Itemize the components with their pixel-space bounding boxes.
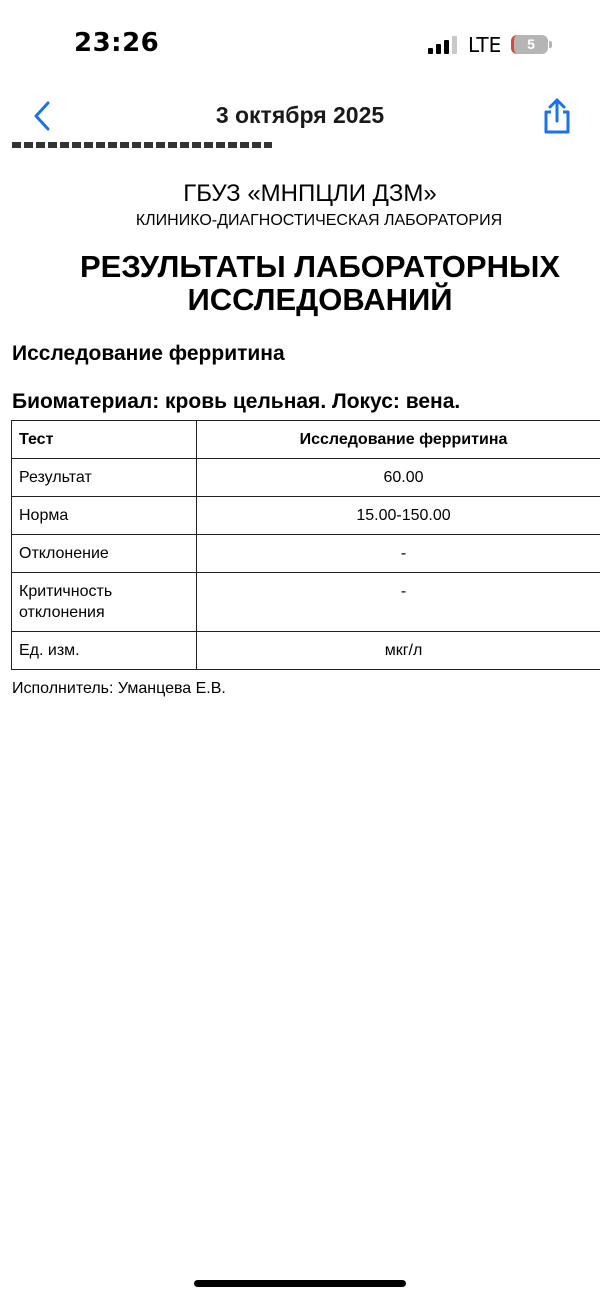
status-bar	[0, 0, 600, 90]
report-title	[40, 250, 600, 316]
header-cell: Исследование ферритина	[197, 421, 600, 459]
row-value: -	[197, 573, 600, 632]
row-label: Критичность отклонения	[12, 573, 197, 632]
status-time: 23:26	[74, 28, 160, 58]
row-label: Отклонение	[12, 535, 197, 573]
executor: Исполнитель: Уманцева Е.В.	[12, 680, 226, 697]
row-label: Норма	[12, 497, 197, 535]
results-table	[11, 420, 600, 670]
battery-tip	[549, 41, 552, 48]
share-button[interactable]	[540, 96, 574, 136]
row-label: Результат	[12, 459, 197, 497]
table-row	[12, 535, 600, 573]
study-name: Исследование ферритина	[12, 342, 285, 365]
table-row	[12, 459, 600, 497]
signal-icon	[428, 36, 457, 54]
lab-report	[0, 150, 600, 698]
table-row	[12, 632, 600, 670]
network-type: LTE	[468, 33, 502, 57]
report-title-line1: РЕЗУЛЬТАТЫ ЛАБОРАТОРНЫХ	[79, 249, 560, 284]
clipped-text-line	[12, 142, 272, 148]
row-value: 60.00	[197, 459, 600, 497]
row-label: Ед. изм.	[12, 632, 197, 670]
row-value: 15.00-150.00	[197, 497, 600, 535]
organization-name: ГБУЗ «МНПЦЛИ ДЗМ»	[183, 180, 437, 207]
home-indicator[interactable]	[194, 1280, 406, 1287]
page-title: 3 октября 2025	[215, 102, 385, 128]
laboratory-name: КЛИНИКО-ДИАГНОСТИЧЕСКАЯ ЛАБОРАТОРИЯ	[135, 212, 503, 229]
row-value: -	[197, 535, 600, 573]
biomaterial: Биоматериал: кровь цельная. Локус: вена.	[12, 390, 461, 413]
row-value: мкг/л	[197, 632, 600, 670]
report-title-line2: ИССЛЕДОВАНИЙ	[187, 282, 453, 317]
table-header	[12, 421, 600, 459]
battery-icon: 5	[511, 35, 548, 54]
header-cell: Тест	[12, 421, 197, 459]
share-icon	[540, 96, 574, 136]
table-row	[12, 497, 600, 535]
table-row	[12, 573, 600, 632]
navigation-bar	[0, 90, 600, 142]
